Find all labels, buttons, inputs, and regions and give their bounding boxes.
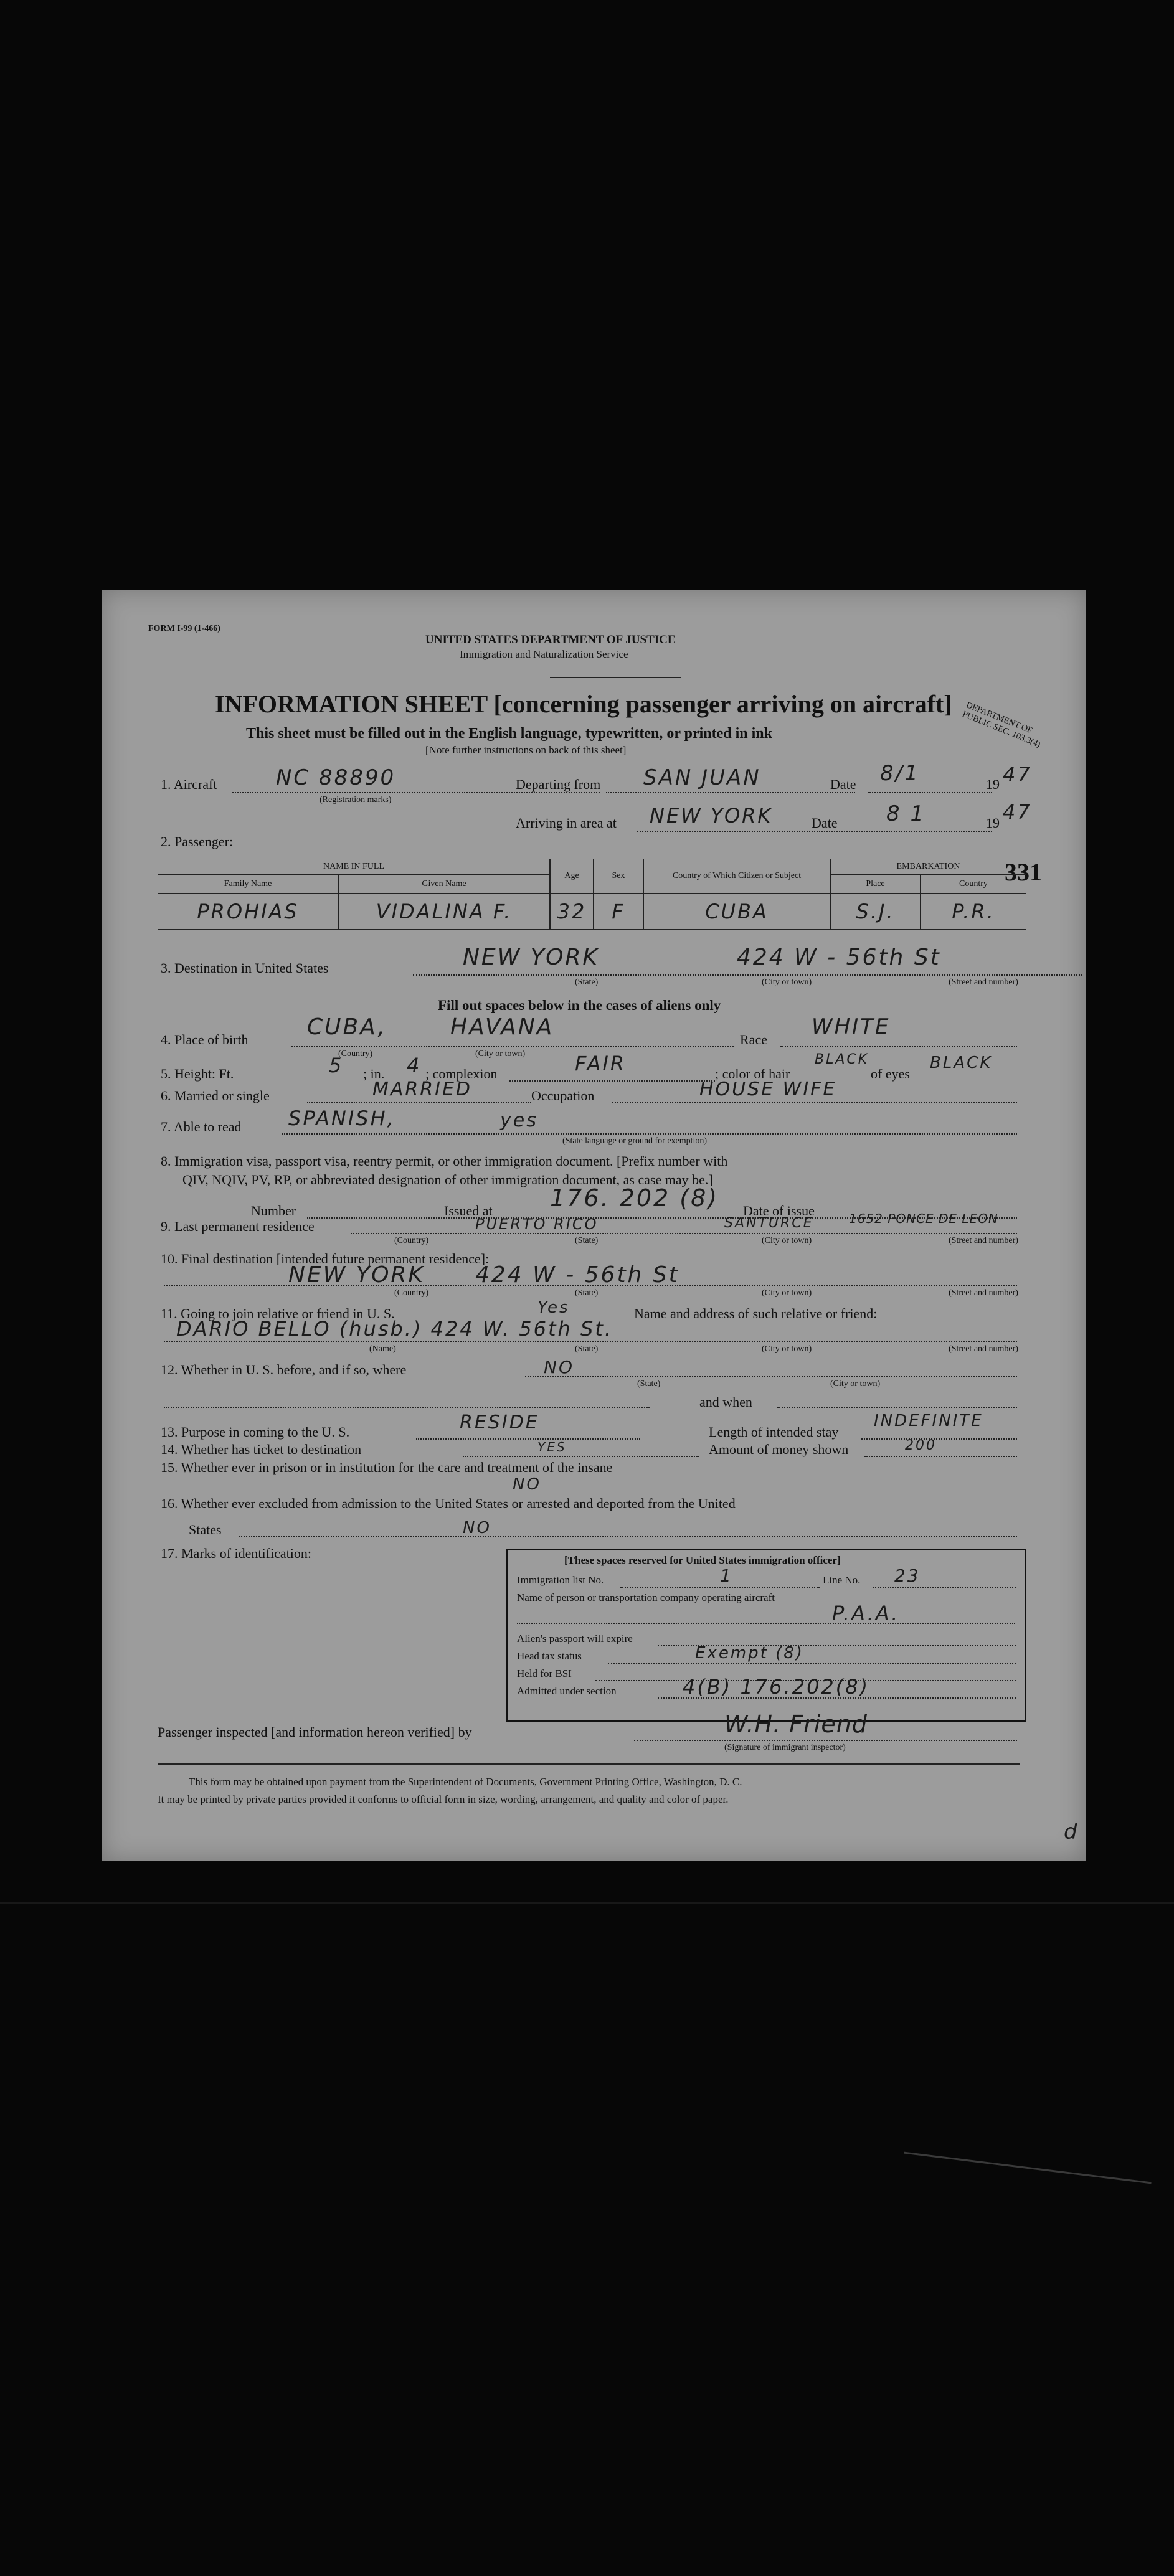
read-label: 7. Able to read bbox=[161, 1119, 242, 1135]
join-city-caption: (City or town) bbox=[762, 1344, 812, 1354]
family-name-value: PROHIAS bbox=[158, 894, 338, 930]
birth-underline bbox=[291, 1046, 734, 1047]
visa-value: 176. 202 (8) bbox=[550, 1184, 719, 1212]
passport-expire-label: Alien's passport will expire bbox=[517, 1633, 633, 1644]
purpose-label: 13. Purpose in coming to the U. S. bbox=[161, 1424, 350, 1440]
company-label: Name of person or transportation company operating aircraft bbox=[517, 1592, 775, 1603]
complexion-underline bbox=[509, 1080, 715, 1082]
final-street: 424 W - 56th St bbox=[475, 1262, 679, 1288]
section-value: 4(B) 176.202(8) bbox=[683, 1675, 870, 1699]
arrival-date-value: 8 1 bbox=[886, 801, 926, 826]
prison-label: 15. Whether ever in prison or in institution for the care and treatment of the insane bbox=[161, 1460, 613, 1475]
hair-label: ; color of hair bbox=[715, 1066, 790, 1082]
complexion-value: FAIR bbox=[575, 1052, 627, 1075]
join-state-caption: (State) bbox=[575, 1344, 599, 1354]
height-label: 5. Height: Ft. bbox=[161, 1066, 234, 1082]
form-subtitle: This sheet must be filled out in the English language, typewritten, or printed in ink bbox=[246, 725, 772, 742]
before-value: NO bbox=[544, 1357, 574, 1377]
held-bsi-label: Held for BSI bbox=[517, 1668, 572, 1679]
destination-street: 424 W - 56th St bbox=[737, 945, 941, 970]
money-value: 200 bbox=[905, 1438, 937, 1453]
destination-city-caption: (City or town) bbox=[762, 978, 812, 987]
when-underline bbox=[777, 1407, 1017, 1408]
citizen-value: CUBA bbox=[643, 894, 830, 930]
departing-underline bbox=[606, 792, 855, 793]
scan-streak bbox=[904, 2152, 1151, 2184]
visa-number-label: Number bbox=[251, 1203, 296, 1219]
sex-value: F bbox=[594, 894, 643, 930]
arrival-year-value: 47 bbox=[1003, 800, 1032, 824]
head-tax-underline bbox=[608, 1663, 1016, 1664]
before-underline bbox=[525, 1376, 1017, 1377]
race-label: Race bbox=[740, 1032, 767, 1047]
inspector-signature: W.H. Friend bbox=[724, 1710, 868, 1738]
col-country-citizen: Country of Which Citizen or Subject bbox=[643, 859, 830, 894]
visa-label-2: QIV, NQIV, PV, RP, or abbreviated designation of other immigration document, as case may be.] bbox=[182, 1172, 713, 1187]
year-value: 47 bbox=[1003, 763, 1032, 786]
officer-box bbox=[506, 1549, 1026, 1722]
residence-country-value: PUERTO RICO bbox=[475, 1215, 599, 1233]
line-no-value: 23 bbox=[894, 1565, 921, 1586]
company-underline bbox=[517, 1623, 1015, 1624]
departing-value: SAN JUAN bbox=[643, 765, 761, 790]
relative-value: DARIO BELLO (husb.) 424 W. 56th St. bbox=[176, 1317, 613, 1341]
residence-state-caption: (State) bbox=[575, 1236, 599, 1245]
read-yes: yes bbox=[500, 1110, 538, 1131]
place-value: S.J. bbox=[830, 894, 921, 930]
list-no-value: 1 bbox=[720, 1565, 733, 1586]
col-embarkation: EMBARKATION bbox=[830, 859, 1026, 875]
birth-country-value: CUBA, bbox=[307, 1014, 387, 1040]
form-title: INFORMATION SHEET [concerning passenger arriving on aircraft] bbox=[215, 690, 952, 718]
before-state-caption: (State) bbox=[637, 1379, 661, 1389]
age-value: 32 bbox=[550, 894, 594, 930]
head-tax-label: Head tax status bbox=[517, 1650, 582, 1662]
read-underline bbox=[282, 1133, 1017, 1135]
footer-line-2: It may be printed by private parties provided it conforms to official form in size, wording, arrangement, and quality and color of paper. bbox=[158, 1793, 729, 1805]
race-value: WHITE bbox=[812, 1014, 891, 1039]
service-name: Immigration and Naturalization Service bbox=[460, 648, 628, 660]
purpose-value: RESIDE bbox=[460, 1412, 539, 1433]
arrival-date-label: Date bbox=[812, 815, 838, 831]
aircraft-value: NC 88890 bbox=[276, 765, 396, 790]
officer-box-title: [These spaces reserved for United States immigration officer] bbox=[564, 1554, 841, 1566]
occupation-value: HOUSE WIFE bbox=[699, 1078, 837, 1100]
when-underline-left bbox=[164, 1407, 650, 1408]
join-name-caption: (Name) bbox=[369, 1344, 396, 1354]
scan-band bbox=[0, 1902, 1174, 1904]
birth-city-caption: (City or town) bbox=[475, 1049, 526, 1059]
read-caption: (State language or ground for exemption) bbox=[562, 1136, 708, 1146]
col-family-name: Family Name bbox=[158, 875, 338, 894]
company-value: P.A.A. bbox=[832, 1602, 900, 1625]
occupation-label: Occupation bbox=[531, 1088, 595, 1103]
hair-value: BLACK bbox=[815, 1052, 869, 1067]
inspected-label: Passenger inspected [and information hereon verified] by bbox=[158, 1724, 472, 1740]
arrival-year-prefix: 19 bbox=[986, 815, 1000, 831]
departing-label: Departing from bbox=[516, 776, 601, 792]
year-prefix: 19 bbox=[986, 776, 1000, 792]
date-label: Date bbox=[830, 776, 856, 792]
col-country: Country bbox=[921, 875, 1026, 894]
excluded-label: 16. Whether ever excluded from admission to the United States or arrested and deported from the United bbox=[161, 1496, 736, 1511]
residence-underline bbox=[351, 1233, 1017, 1234]
height-in-label: ; in. bbox=[363, 1066, 385, 1082]
residence-city-value: SANTURCE bbox=[724, 1215, 814, 1231]
join-street-caption: (Street and number) bbox=[949, 1344, 1018, 1354]
ticket-label: 14. Whether has ticket to destination bbox=[161, 1441, 362, 1457]
when-label: and when bbox=[699, 1394, 752, 1410]
header-rule bbox=[550, 677, 681, 678]
arriving-label: Arriving in area at bbox=[516, 815, 617, 831]
eyes-label: of eyes bbox=[871, 1066, 910, 1082]
join-yes: Yes bbox=[537, 1298, 570, 1317]
form-note: [Note further instructions on back of this sheet] bbox=[425, 744, 627, 756]
relative-name-label: Name and address of such relative or friend: bbox=[634, 1306, 878, 1321]
destination-underline bbox=[413, 974, 1082, 976]
ticket-underline bbox=[463, 1456, 699, 1457]
destination-value: NEW YORK bbox=[463, 945, 600, 970]
marks-label: 17. Marks of identification: bbox=[161, 1545, 311, 1561]
line-no-underline bbox=[873, 1587, 1016, 1588]
information-sheet bbox=[102, 590, 1086, 1861]
residence-street-caption: (Street and number) bbox=[949, 1236, 1018, 1245]
corner-mark: d bbox=[1064, 1819, 1079, 1844]
footer-rule bbox=[158, 1763, 1020, 1765]
arriving-value: NEW YORK bbox=[650, 804, 773, 828]
visa-doi-label: Date of issue bbox=[743, 1203, 815, 1219]
destination-state-caption: (State) bbox=[575, 978, 599, 987]
money-underline bbox=[864, 1456, 1017, 1457]
visa-issued-label: Issued at bbox=[444, 1203, 493, 1219]
married-underline bbox=[307, 1102, 531, 1103]
aliens-note: Fill out spaces below in the cases of aliens only bbox=[438, 998, 721, 1013]
section-label: Admitted under section bbox=[517, 1685, 617, 1697]
join-label: 11. Going to join relative or friend in U. S. bbox=[161, 1306, 395, 1321]
final-country-caption: (Country) bbox=[394, 1288, 429, 1298]
final-label: 10. Final destination [intended future permanent residence]: bbox=[161, 1251, 490, 1267]
eyes-value: BLACK bbox=[930, 1054, 993, 1072]
head-tax-value: Exempt (8) bbox=[695, 1644, 804, 1663]
form-number: FORM I-99 (1-466) bbox=[148, 624, 220, 633]
married-value: MARRIED bbox=[372, 1078, 472, 1100]
excluded-label-2: States bbox=[189, 1522, 222, 1537]
complexion-label: ; complexion bbox=[425, 1066, 498, 1082]
date-underline bbox=[868, 792, 992, 793]
final-value: NEW YORK bbox=[288, 1262, 425, 1288]
read-value: SPANISH, bbox=[288, 1106, 395, 1130]
residence-street-value: 1652 PONCE DE LEON bbox=[849, 1211, 998, 1226]
passenger-label: 2. Passenger: bbox=[161, 834, 234, 849]
stay-underline bbox=[861, 1438, 1017, 1440]
married-label: 6. Married or single bbox=[161, 1088, 270, 1103]
col-sex: Sex bbox=[594, 859, 643, 894]
join-underline bbox=[164, 1341, 1017, 1342]
aircraft-label: 1. Aircraft bbox=[161, 776, 217, 792]
race-underline bbox=[780, 1046, 1017, 1047]
ticket-value: YES bbox=[537, 1440, 567, 1455]
col-place: Place bbox=[830, 875, 921, 894]
sheet-number: 331 bbox=[1005, 858, 1042, 886]
height-ft-value: 5 bbox=[329, 1054, 344, 1077]
embark-country-value: P.R. bbox=[921, 894, 1026, 930]
stay-label: Length of intended stay bbox=[709, 1424, 839, 1440]
final-street-caption: (Street and number) bbox=[949, 1288, 1018, 1298]
line-no-label: Line No. bbox=[823, 1574, 861, 1586]
stay-value: INDEFINITE bbox=[874, 1412, 983, 1430]
col-age: Age bbox=[550, 859, 594, 894]
signature-caption: (Signature of immigrant inspector) bbox=[724, 1743, 846, 1752]
destination-label: 3. Destination in United States bbox=[161, 960, 329, 976]
date-value: 8/1 bbox=[880, 761, 920, 786]
list-no-underline bbox=[620, 1587, 820, 1588]
list-no-label: Immigration list No. bbox=[517, 1574, 604, 1586]
birth-city-value: HAVANA bbox=[450, 1014, 554, 1040]
before-label: 12. Whether in U. S. before, and if so, where bbox=[161, 1362, 407, 1377]
agency-name: UNITED STATES DEPARTMENT OF JUSTICE bbox=[425, 633, 676, 646]
col-name-in-full: NAME IN FULL bbox=[158, 859, 550, 875]
col-given-name: Given Name bbox=[338, 875, 550, 894]
signature-underline bbox=[634, 1740, 1017, 1741]
given-name-value: VIDALINA F. bbox=[338, 894, 550, 930]
excluded-value: NO bbox=[463, 1519, 491, 1537]
prison-value: NO bbox=[513, 1475, 541, 1494]
birth-country-caption: (Country) bbox=[338, 1049, 373, 1059]
residence-country-caption: (Country) bbox=[394, 1236, 429, 1245]
money-label: Amount of money shown bbox=[709, 1441, 849, 1457]
height-in-value: 4 bbox=[407, 1054, 422, 1077]
footer-line-1: This form may be obtained upon payment from the Superintendent of Documents, Government Printing Office, Washington, D. C. bbox=[189, 1776, 742, 1788]
arrival-date-underline bbox=[849, 831, 992, 832]
birth-label: 4. Place of birth bbox=[161, 1032, 249, 1047]
visa-label: 8. Immigration visa, passport visa, reentry permit, or other immigration document. [Prefix number with bbox=[161, 1153, 728, 1169]
department-stamp: DEPARTMENT OF PUBLIC SEC. 103.3(4) bbox=[960, 701, 1042, 750]
final-state-caption: (State) bbox=[575, 1288, 599, 1298]
final-city-caption: (City or town) bbox=[762, 1288, 812, 1298]
purpose-underline bbox=[416, 1438, 640, 1440]
residence-label: 9. Last permanent residence bbox=[161, 1219, 315, 1234]
destination-street-caption: (Street and number) bbox=[949, 978, 1018, 987]
registration-caption: (Registration marks) bbox=[320, 795, 392, 804]
occupation-underline bbox=[612, 1102, 1017, 1103]
residence-city-caption: (City or town) bbox=[762, 1236, 812, 1245]
before-city-caption: (City or town) bbox=[830, 1379, 881, 1389]
excluded-underline bbox=[239, 1536, 1017, 1537]
